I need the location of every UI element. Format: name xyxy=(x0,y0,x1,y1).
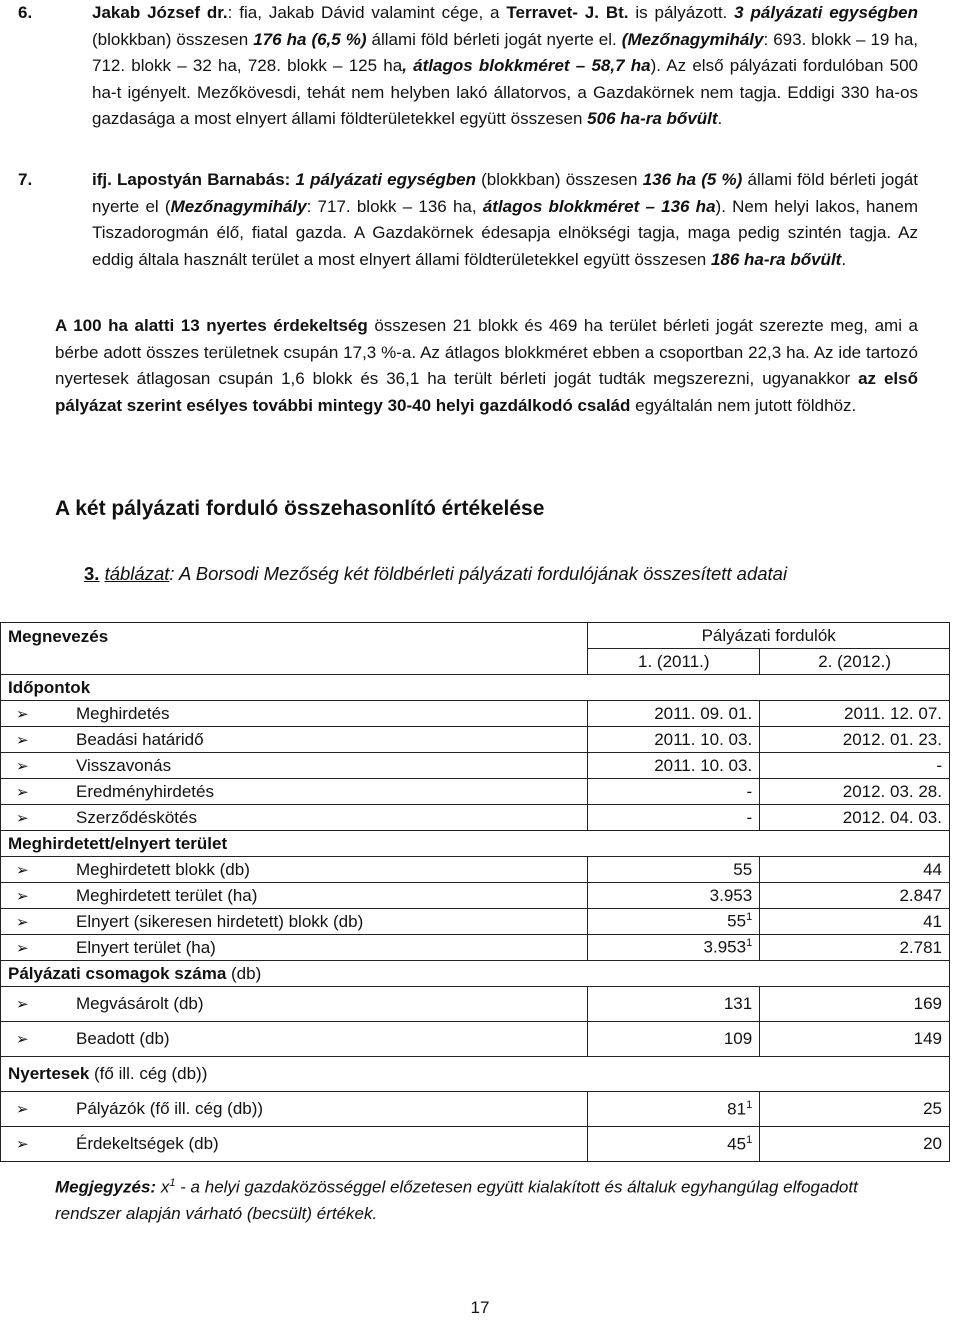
round-1-value xyxy=(588,909,760,935)
round-2-value: - xyxy=(760,753,950,779)
section-title xyxy=(1,1057,950,1092)
summary-lead: A 100 ha alatti 13 nyertes érdekeltség xyxy=(55,316,368,335)
round-1-value xyxy=(588,1127,760,1162)
text: . xyxy=(841,249,847,269)
table-row xyxy=(1,909,950,935)
units-emphasis: 1 pályázati egységben xyxy=(295,170,476,189)
table-row xyxy=(1,1127,950,1162)
text: ). Nem helyi lakos, hanem Tiszadorogmán élő, fiatal gazda. A Gazdakörnek édesapja elnökségi tagja, maga pedig szintén tagja. Az eddig általa használt terület a most elnyert állami földterületekkel együtt összesen xyxy=(92,196,918,269)
round-2-value: 2.781 xyxy=(760,935,950,961)
place-emphasis: (Mezőnagymihály xyxy=(621,29,764,49)
item-number: 6. xyxy=(18,3,33,22)
value-superscript: 1 xyxy=(746,1133,753,1146)
page-number: 17 xyxy=(470,1298,490,1317)
text: egyáltalán nem jutott földhöz. xyxy=(630,395,857,415)
table-row xyxy=(1,1092,950,1127)
round-1-value xyxy=(588,805,760,831)
row-label-cell xyxy=(1,701,588,727)
row-label-cell xyxy=(1,753,588,779)
row-label: Eredményhirdetés xyxy=(76,781,214,801)
table-row xyxy=(1,805,950,831)
arrow-bullet-icon: ➢ xyxy=(16,1101,29,1118)
section-title-text: Pályázati csomagok száma xyxy=(8,963,227,983)
value-text: 3.953 xyxy=(709,885,753,905)
value-text: 2011. 10. 03. xyxy=(654,755,753,775)
round-2-value: 44 xyxy=(760,857,950,883)
row-label: Meghirdetés xyxy=(76,703,170,723)
arrow-bullet-icon: ➢ xyxy=(16,783,29,801)
row-label-cell xyxy=(1,1127,588,1162)
row-label: Meghirdetett blokk (db) xyxy=(76,859,250,879)
table-row xyxy=(1,727,950,753)
item-6-paragraph xyxy=(18,0,919,133)
row-label: Érdekeltségek (db) xyxy=(76,1134,219,1153)
table-row xyxy=(1,935,950,961)
table-row xyxy=(1,883,950,909)
section-title xyxy=(1,961,950,987)
row-label-cell xyxy=(1,883,588,909)
round-2-value: 41 xyxy=(760,909,950,935)
table-row xyxy=(1,857,950,883)
round-1-value xyxy=(588,883,760,909)
round-2-value: 149 xyxy=(760,1022,950,1057)
arrow-bullet-icon: ➢ xyxy=(16,913,29,931)
table-caption xyxy=(84,563,787,585)
growth-emphasis: 186 ha-ra bővült xyxy=(710,249,842,269)
row-label: Szerződéskötés xyxy=(76,807,197,827)
round-1-value xyxy=(588,701,760,727)
value-text: 55 xyxy=(733,859,753,879)
round-1-value xyxy=(588,779,760,805)
text: (blokkban) összesen xyxy=(92,29,254,49)
round-2-value: 169 xyxy=(760,987,950,1022)
value-text: 81 xyxy=(727,1099,747,1119)
round-1-value xyxy=(588,935,760,961)
table-row xyxy=(1,701,950,727)
row-label-cell xyxy=(1,935,588,961)
value-text: 2011. 09. 01. xyxy=(654,703,753,723)
row-label-cell xyxy=(1,805,588,831)
round-1-header: 1. (2011.) xyxy=(588,649,760,675)
person-name: Jakab József dr. xyxy=(92,3,228,22)
units-emphasis: 3 pályázati egységben xyxy=(734,3,919,22)
row-label: Visszavonás xyxy=(76,755,172,775)
area-emphasis: 176 ha (6,5 %) xyxy=(253,29,367,49)
round-2-value: 2.847 xyxy=(760,883,950,909)
value-superscript: 1 xyxy=(746,911,753,924)
arrow-bullet-icon: ➢ xyxy=(16,731,29,749)
caption-label: táblázat xyxy=(104,563,170,584)
arrow-bullet-icon: ➢ xyxy=(16,887,29,905)
round-2-header: 2. (2012.) xyxy=(760,649,950,675)
table-section-row xyxy=(1,1057,950,1092)
caption-text: : A Borsodi Mezőség két földbérleti pályázati fordulójának összesített adatai xyxy=(169,563,788,584)
value-text: 131 xyxy=(723,994,753,1013)
footnote-symbol: x xyxy=(156,1177,170,1197)
row-label: Elnyert (sikeresen hirdetett) blokk (db) xyxy=(76,911,364,931)
summary-emphasis: az első pályázat szerint esélyes további mintegy 30-40 helyi gazdálkodó család xyxy=(55,369,918,415)
item-number: 7. xyxy=(18,170,33,189)
person-name: ifj. Lapostyán Barnabás: xyxy=(92,170,291,189)
value-text: 55 xyxy=(727,911,747,931)
section-title-suffix: (db) xyxy=(226,963,262,983)
value-text: 3.953 xyxy=(703,937,747,957)
table-section-row xyxy=(1,831,950,857)
row-label: Megvásárolt (db) xyxy=(76,994,204,1013)
row-label-cell xyxy=(1,909,588,935)
item-7-paragraph xyxy=(18,167,918,273)
text: állami föld bérleti jogát nyerte el. xyxy=(366,29,622,49)
text: : 693. blokk – 19 ha, 712. blokk – 32 ha, 728. blokk – 125 ha xyxy=(92,29,919,75)
value-superscript: 1 xyxy=(746,1098,753,1111)
round-1-value xyxy=(588,857,760,883)
average-emphasis: , átlagos blokkméret – 58,7 ha xyxy=(402,56,651,75)
row-label: Elnyert terület (ha) xyxy=(76,937,216,957)
round-1-value xyxy=(588,1092,760,1127)
row-label-cell xyxy=(1,987,588,1022)
section-title-text: Időpontok xyxy=(8,677,91,697)
summary-paragraph xyxy=(55,313,918,419)
table-row xyxy=(1,1022,950,1057)
round-1-value xyxy=(588,727,760,753)
text: állami föld bérleti jogát nyerte el ( xyxy=(92,170,918,216)
footnote-text: - a helyi gazdaközösséggel előzetesen együtt kialakított és általuk egyhangúlag elfogadott rendszer alapján várható (becsült) értékek. xyxy=(55,1177,858,1223)
section-heading: A két pályázati forduló összehasonlító értékelése xyxy=(55,497,545,520)
row-label-cell xyxy=(1,779,588,805)
round-1-value xyxy=(588,987,760,1022)
row-label: Beadási határidő xyxy=(76,729,204,749)
table-section-row xyxy=(1,675,950,701)
column-header: Megnevezés xyxy=(1,623,588,675)
arrow-bullet-icon: ➢ xyxy=(16,1136,29,1153)
row-label-cell xyxy=(1,1022,588,1057)
summary-table xyxy=(0,622,950,1162)
row-label: Beadott (db) xyxy=(76,1029,170,1048)
table-section-row xyxy=(1,961,950,987)
round-1-value xyxy=(588,1022,760,1057)
value-text: - xyxy=(746,807,753,827)
row-label: Meghirdetett terület (ha) xyxy=(76,885,258,905)
arrow-bullet-icon: ➢ xyxy=(16,939,29,957)
table-row xyxy=(1,987,950,1022)
round-2-value: 2011. 12. 07. xyxy=(760,701,950,727)
round-2-value: 2012. 04. 03. xyxy=(760,805,950,831)
value-superscript: 1 xyxy=(746,937,753,950)
value-text: 2011. 10. 03. xyxy=(654,729,753,749)
value-text: - xyxy=(746,781,753,801)
section-title-text: Meghirdetett/elnyert terület xyxy=(8,833,228,853)
section-title xyxy=(1,831,950,857)
caption-number: 3. xyxy=(84,563,100,584)
arrow-bullet-icon: ➢ xyxy=(16,809,29,827)
section-title xyxy=(1,675,950,701)
round-1-value xyxy=(588,753,760,779)
place-emphasis: Mezőnagymihály xyxy=(170,196,307,216)
round-2-value: 2012. 01. 23. xyxy=(760,727,950,753)
value-text: 45 xyxy=(727,1134,747,1154)
arrow-bullet-icon: ➢ xyxy=(16,861,29,879)
text: : fia, Jakab Dávid valamint cége, a xyxy=(227,3,507,22)
row-label-cell xyxy=(1,857,588,883)
growth-emphasis: 506 ha-ra bővült xyxy=(587,109,718,128)
text: is pályázott. xyxy=(628,3,735,22)
area-emphasis: 136 ha (5 %) xyxy=(642,170,743,189)
arrow-bullet-icon: ➢ xyxy=(16,996,29,1013)
text: . xyxy=(717,109,723,128)
footnote xyxy=(55,1170,915,1227)
company-name: Terravet- J. Bt. xyxy=(506,3,629,22)
row-label-cell xyxy=(1,1092,588,1127)
text: (blokkban) összesen xyxy=(475,170,643,189)
round-2-value: 20 xyxy=(760,1127,950,1162)
arrow-bullet-icon: ➢ xyxy=(16,705,29,723)
table-row xyxy=(1,753,950,779)
text: összesen 21 blokk és 469 ha terület bérleti jogát szerezte meg, ami a bérbe adott összes területnek csupán 17,3 %-a. Az átlagos blokkméret ebben a csoportban 22,3 ha. Az ide tartozó nyertesek átlagosan csupán 1,6 blokk és 36,1 ha terült bérleti jogát tudták megszerezni, ugyanakkor xyxy=(55,316,918,388)
text: : 717. blokk – 136 ha, xyxy=(306,196,483,216)
row-label-cell xyxy=(1,727,588,753)
section-title-text: Nyertesek xyxy=(8,1064,90,1083)
text: ). Az első pályázati fordulóban 500 ha-t igényelt. Mezőkövesdi, tehát nem helyben lakó állatorvos, a Gazdakörnek nem tagja. Eddigi 330 ha-os gazdasága a most elnyert állami földterületekkel együtt összesen xyxy=(92,56,918,128)
value-text: 109 xyxy=(723,1029,753,1048)
round-2-value: 2012. 03. 28. xyxy=(760,779,950,805)
row-label: Pályázók (fő ill. cég (db)) xyxy=(76,1099,264,1118)
average-emphasis: átlagos blokkméret – 136 ha xyxy=(482,196,716,216)
group-header: Pályázati fordulók xyxy=(588,623,950,649)
footnote-key: Megjegyzés: xyxy=(55,1177,157,1197)
round-2-value: 25 xyxy=(760,1092,950,1127)
arrow-bullet-icon: ➢ xyxy=(16,1031,29,1048)
section-title-suffix: (fő ill. cég (db)) xyxy=(89,1064,208,1083)
footnote-superscript: 1 xyxy=(169,1177,176,1189)
arrow-bullet-icon: ➢ xyxy=(16,757,29,775)
table-header-row xyxy=(1,623,950,649)
table-row xyxy=(1,779,950,805)
